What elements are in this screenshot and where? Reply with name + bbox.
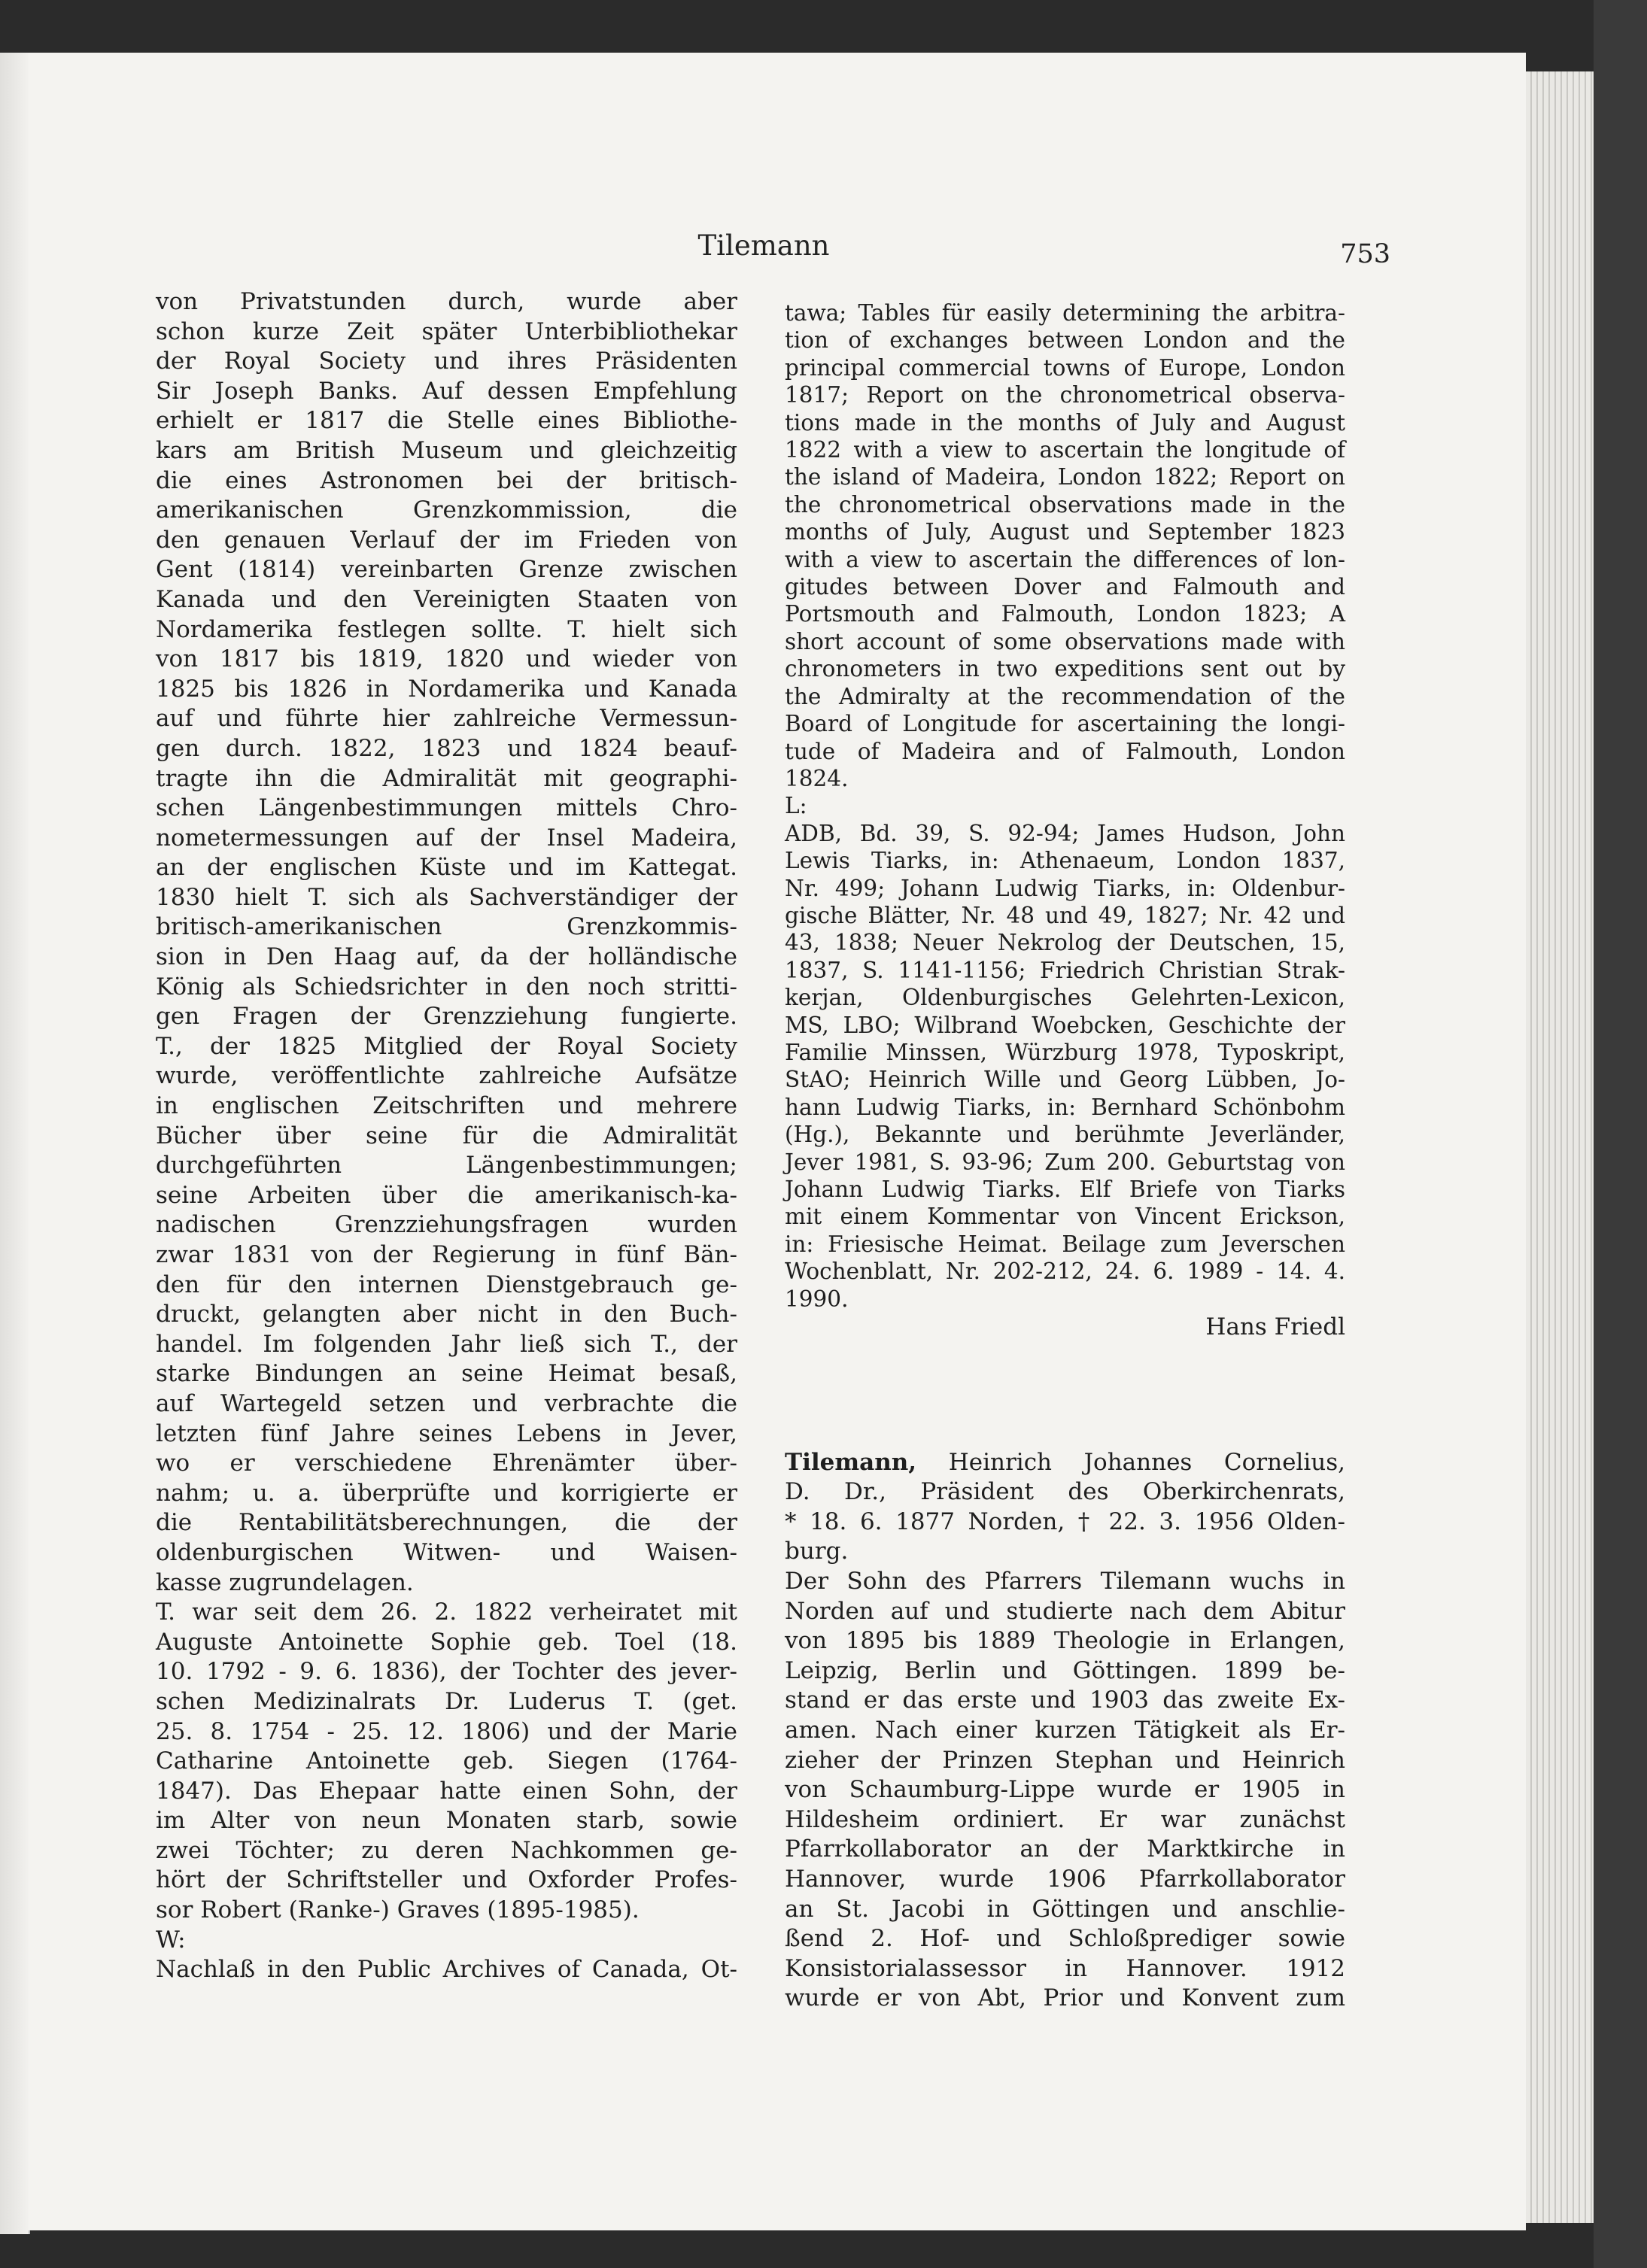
text-line: Hannover, wurde 1906 Pfarrkollaborator <box>785 1865 1345 1893</box>
text-line: die eines Astronomen bei der britisch- <box>156 466 737 494</box>
text-line: 1825 bis 1826 in Nordamerika und Kanada <box>156 675 737 703</box>
text-line: the Admiralty at the recommendation of the <box>785 683 1345 709</box>
text-line: Bücher über seine für die Admiralität <box>156 1122 737 1149</box>
text-line: gen durch. 1822, 1823 und 1824 beauf- <box>156 734 737 762</box>
text-line: zwei Töchter; zu deren Nachkommen ge- <box>156 1836 737 1864</box>
page-number: 753 <box>1340 239 1390 269</box>
text-line: wo er verschiedene Ehrenämter über- <box>156 1450 737 1477</box>
text-line: letzten fünf Jahre seines Lebens in Jever, <box>156 1419 737 1447</box>
text-line: kars am British Museum und gleichzeitig <box>156 436 737 464</box>
left-page-edge <box>0 53 30 2234</box>
text-line: an St. Jacobi in Göttingen und anschlie- <box>785 1895 1345 1923</box>
text-line: mit einem Kommentar von Vincent Erickson, <box>785 1204 1345 1230</box>
text-line: 1847). Das Ehepaar hatte einen Sohn, der <box>156 1777 737 1805</box>
text-line: erhielt er 1817 die Stelle eines Bibliothe- <box>156 407 737 435</box>
text-line: gische Blätter, Nr. 48 und 49, 1827; Nr. 42 und <box>785 902 1345 928</box>
text-line: the chronometrical observations made in the <box>785 491 1345 518</box>
text-line: * 18. 6. 1877 Norden, † 22. 3. 1956 Olden- <box>785 1507 1345 1535</box>
entry-heading <box>785 1448 1345 1478</box>
right-column <box>785 299 1345 2014</box>
section-label-literature: L: <box>785 793 807 819</box>
text-line: wurde, veröffentlichte zahlreiche Aufsätze <box>156 1062 737 1090</box>
text-line: 1822 with a view to ascertain the longitude of <box>785 437 1345 463</box>
text-line: König als Schiedsrichter in den noch stritti- <box>156 973 737 1000</box>
text-line: the island of Madeira, London 1822; Report on <box>785 464 1345 490</box>
text-line: die Rentabilitätsberechnungen, die der <box>156 1509 737 1537</box>
text-line: tions made in the months of July and August <box>785 409 1345 436</box>
text-line: nometermessungen auf der Insel Madeira, <box>156 824 737 852</box>
text-line: (Hg.), Bekannte und berühmte Jeverländer, <box>785 1122 1345 1148</box>
text-line: kerjan, Oldenburgisches Gelehrten-Lexicon, <box>785 985 1345 1011</box>
text-line: sion in Den Haag auf, da der holländische <box>156 943 737 971</box>
text-line: ADB, Bd. 39, S. 92-94; James Hudson, John <box>785 820 1345 846</box>
text-line: oldenburgischen Witwen- und Waisen- <box>156 1538 737 1566</box>
text-line: Nachlaß in den Public Archives of Canada, Ot- <box>156 1956 737 1984</box>
text-line: 1830 hielt T. sich als Sachverständiger der <box>156 883 737 911</box>
text-line: with a view to ascertain the differences of lon- <box>785 546 1345 572</box>
entry-given-names: Heinrich Johannes Cornelius, <box>916 1448 1345 1476</box>
text-line: Board of Longitude for ascertaining the longi- <box>785 711 1345 737</box>
page-edges <box>1526 71 1594 2223</box>
text-line: 43, 1838; Neuer Nekrolog der Deutschen, 15, <box>785 930 1345 956</box>
text-line: 10. 1792 - 9. 6. 1836), der Tochter des jever- <box>156 1658 737 1686</box>
text-line: Der Sohn des Pfarrers Tilemann wuchs in <box>785 1568 1345 1595</box>
left-column <box>156 287 737 1985</box>
text-line: Lewis Tiarks, in: Athenaeum, London 1837, <box>785 848 1345 874</box>
text-line: an der englischen Küste und im Kattegat. <box>156 854 737 882</box>
text-line: Pfarrkollaborator an der Marktkirche in <box>785 1835 1345 1863</box>
text-line: MS, LBO; Wilbrand Woebcken, Geschichte der <box>785 1012 1345 1038</box>
text-line: Auguste Antoinette Sophie geb. Toel (18. <box>156 1628 737 1656</box>
text-line: sor Robert (Ranke-) Graves (1895-1985). <box>156 1896 640 1924</box>
text-line: seine Arbeiten über die amerikanisch-ka- <box>156 1181 737 1209</box>
text-line: Kanada und den Vereinigten Staaten von <box>156 585 737 613</box>
text-line: auf und führte hier zahlreiche Vermessun- <box>156 705 737 733</box>
text-line: schen Medizinalrats Dr. Luderus T. (get. <box>156 1687 737 1715</box>
text-line: D. Dr., Präsident des Oberkirchenrats, <box>785 1478 1345 1506</box>
text-line: nahm; u. a. überprüfte und korrigierte er <box>156 1479 737 1507</box>
text-line: StAO; Heinrich Wille und Georg Lübben, Jo- <box>785 1067 1345 1093</box>
section-label-works: W: <box>156 1926 186 1954</box>
text-line: hann Ludwig Tiarks, in: Bernhard Schönbohm <box>785 1094 1345 1120</box>
entry-gap <box>785 1343 1345 1448</box>
text-line: 1824. <box>785 765 849 791</box>
text-line: schon kurze Zeit später Unterbibliothekar <box>156 317 737 345</box>
text-line: von 1895 bis 1889 Theologie in Erlangen, <box>785 1627 1345 1655</box>
text-line: von Privatstunden durch, wurde aber <box>156 288 737 315</box>
text-line: in englischen Zeitschriften und mehrere <box>156 1092 737 1120</box>
text-line: chronometers in two expeditions sent out by <box>785 656 1345 682</box>
text-line: Nr. 499; Johann Ludwig Tiarks, in: Oldenbur- <box>785 875 1345 901</box>
background-right <box>1594 0 1647 2268</box>
text-line: months of July, August und September 1823 <box>785 519 1345 545</box>
text-line: druckt, gelangten aber nicht in den Buch- <box>156 1301 737 1328</box>
text-line: Sir Joseph Banks. Auf dessen Empfehlung <box>156 377 737 405</box>
text-line: Gent (1814) vereinbarten Grenze zwischen <box>156 556 737 584</box>
text-line: T., der 1825 Mitglied der Royal Society <box>156 1032 737 1060</box>
entry-name: Tilemann, <box>785 1448 917 1476</box>
text-line: Hildesheim ordiniert. Er war zunächst <box>785 1805 1345 1833</box>
text-line: zwar 1831 von der Regierung in fünf Bän- <box>156 1241 737 1268</box>
text-line: tawa; Tables für easily determining the arbitra- <box>785 300 1345 326</box>
text-line: tion of exchanges between London and the <box>785 327 1345 354</box>
text-line: im Alter von neun Monaten starb, sowie <box>156 1807 737 1835</box>
text-line: stand er das erste und 1903 das zweite Ex- <box>785 1687 1345 1714</box>
text-line: Wochenblatt, Nr. 202-212, 24. 6. 1989 - 14. 4. <box>785 1258 1345 1285</box>
text-line: burg. <box>785 1538 849 1565</box>
text-line: der Royal Society und ihres Präsidenten <box>156 348 737 375</box>
text-line: von Schaumburg-Lippe wurde er 1905 in <box>785 1776 1345 1804</box>
text-line: in: Friesische Heimat. Beilage zum Jeverschen <box>785 1231 1345 1257</box>
text-line: Norden auf und studierte nach dem Abitur <box>785 1597 1345 1625</box>
text-line: 1817; Report on the chronometrical observa- <box>785 382 1345 408</box>
text-line: auf Wartegeld setzen und verbrachte die <box>156 1389 737 1417</box>
text-line: 1990. <box>785 1286 849 1312</box>
text-line: T. war seit dem 26. 2. 1822 verheiratet mit <box>156 1599 737 1626</box>
text-line: von 1817 bis 1819, 1820 und wieder von <box>156 645 737 673</box>
text-line: principal commercial towns of Europe, London <box>785 354 1345 381</box>
author-signature: Hans Friedl <box>1205 1313 1345 1341</box>
running-header: Tilemann <box>697 229 830 262</box>
text-line: gen Fragen der Grenzziehung fungierte. <box>156 1003 737 1031</box>
text-line: 1837, S. 1141-1156; Friedrich Christian Strak- <box>785 957 1345 983</box>
text-line: Leipzig, Berlin und Göttingen. 1899 be- <box>785 1656 1345 1684</box>
text-line: Nordamerika festlegen sollte. T. hielt sich <box>156 615 737 643</box>
text-line: zieher der Prinzen Stephan und Heinrich <box>785 1746 1345 1774</box>
text-line: hört der Schriftsteller und Oxforder Profes- <box>156 1866 737 1894</box>
text-line: ßend 2. Hof- und Schloßprediger sowie <box>785 1925 1345 1953</box>
text-line: short account of some observations made with <box>785 628 1345 654</box>
text-line: durchgeführten Längenbestimmungen; <box>156 1152 737 1180</box>
text-line: kasse zugrundelagen. <box>156 1568 414 1596</box>
text-line: Konsistorialassessor in Hannover. 1912 <box>785 1954 1345 1982</box>
text-line: amen. Nach einer kurzen Tätigkeit als Er- <box>785 1716 1345 1744</box>
text-line: schen Längenbestimmungen mittels Chro- <box>156 794 737 822</box>
text-line: amerikanischen Grenzkommission, die <box>156 496 737 524</box>
text-line: britisch-amerikanischen Grenzkommis- <box>156 913 737 941</box>
text-line: gitudes between Dover and Falmouth and <box>785 574 1345 600</box>
text-line: wurde er von Abt, Prior und Konvent zum <box>785 1984 1345 2012</box>
text-line: starke Bindungen an seine Heimat besaß, <box>156 1360 737 1388</box>
text-line: Jever 1981, S. 93-96; Zum 200. Geburtstag von <box>785 1149 1345 1175</box>
text-line: handel. Im folgenden Jahr ließ sich T., der <box>156 1330 737 1358</box>
text-line: 25. 8. 1754 - 25. 12. 1806) und der Marie <box>156 1717 737 1745</box>
text-line: Catharine Antoinette geb. Siegen (1764- <box>156 1747 737 1775</box>
text-line: tragte ihn die Admiralität mit geographi- <box>156 764 737 792</box>
text-line: nadischen Grenzziehungsfragen wurden <box>156 1211 737 1239</box>
text-line: den für den internen Dienstgebrauch ge- <box>156 1271 737 1298</box>
text-line: tude of Madeira and of Falmouth, London <box>785 738 1345 764</box>
text-line: Portsmouth and Falmouth, London 1823; A <box>785 601 1345 627</box>
text-line: den genauen Verlauf der im Frieden von <box>156 526 737 554</box>
text-line: Johann Ludwig Tiarks. Elf Briefe von Tiarks <box>785 1177 1345 1202</box>
text-line: Familie Minssen, Würzburg 1978, Typoskript, <box>785 1039 1345 1065</box>
